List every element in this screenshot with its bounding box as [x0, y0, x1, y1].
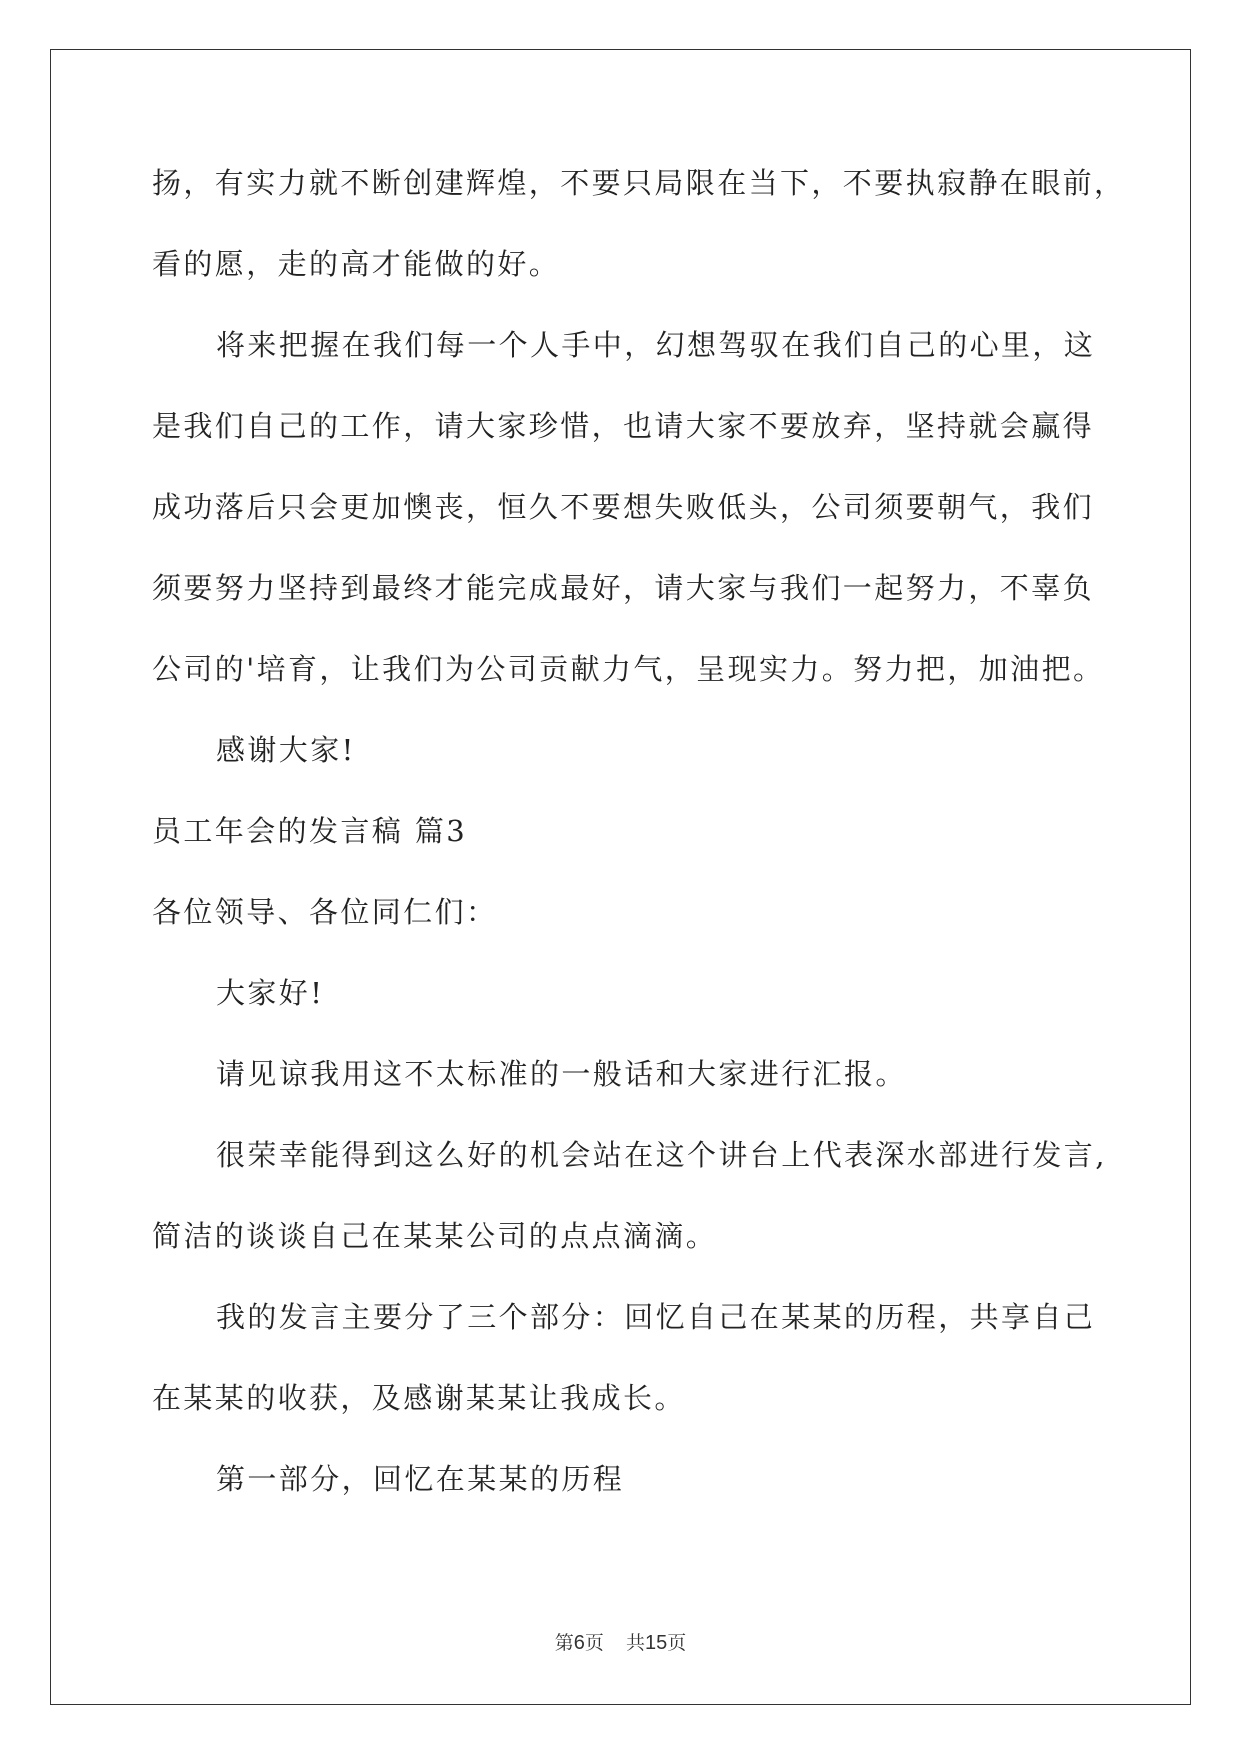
text-line-3: 将来把握在我们每一个人手中，幻想驾驭在我们自己的心里，这: [216, 328, 1096, 362]
text-line-17: 第一部分，回忆在某某的历程: [216, 1462, 625, 1496]
page-number: 6: [573, 1632, 585, 1654]
text-line-5: 成功落后只会更加懊丧，恒久不要想失败低头，公司须要朝气，我们: [152, 490, 1095, 524]
document-body: [152, 158, 1126, 1535]
text-line-8: 感谢大家!: [216, 733, 356, 767]
greeting: 大家好!: [216, 976, 325, 1010]
text-line-4: 是我们自己的工作，请大家珍惜，也请大家不要放弃，坚持就会赢得: [152, 409, 1095, 443]
salutation: 各位领导、各位同仁们：: [152, 895, 498, 929]
page-prefix: 第: [554, 1632, 574, 1654]
section-heading: 员工年会的发言稿 篇3: [152, 814, 468, 848]
text-line-15: 我的发言主要分了三个部分：回忆自己在某某的历程，共享自己: [216, 1300, 1096, 1334]
text-line-13: 很荣幸能得到这么好的机会站在这个讲台上代表深水部进行发言,: [216, 1138, 1107, 1172]
text-line-12: 请见谅我用这不太标准的一般话和大家进行汇报。: [216, 1057, 907, 1091]
text-line-1: 扬，有实力就不断创建辉煌，不要只局限在当下，不要执寂静在眼前，: [152, 166, 1126, 200]
text-line-6: 须要努力坚持到最终才能完成最好，请大家与我们一起努力，不辜负: [152, 571, 1095, 605]
total-pages: 15: [644, 1632, 668, 1654]
text-line-14: 简洁的谈谈自己在某某公司的点点滴滴。: [152, 1219, 718, 1253]
text-line-7: 公司的'培育，让我们为公司贡献力气，呈现实力。努力把，加油把。: [152, 652, 1105, 686]
text-line-16: 在某某的收获，及感谢某某让我成长。: [152, 1381, 686, 1415]
page-suffix: 页: [584, 1632, 604, 1654]
total-suffix: 页: [667, 1632, 687, 1654]
total-prefix: 共: [625, 1632, 645, 1654]
page-footer: [0, 1628, 1241, 1655]
text-line-2: 看的愿，走的高才能做的好。: [152, 247, 561, 281]
